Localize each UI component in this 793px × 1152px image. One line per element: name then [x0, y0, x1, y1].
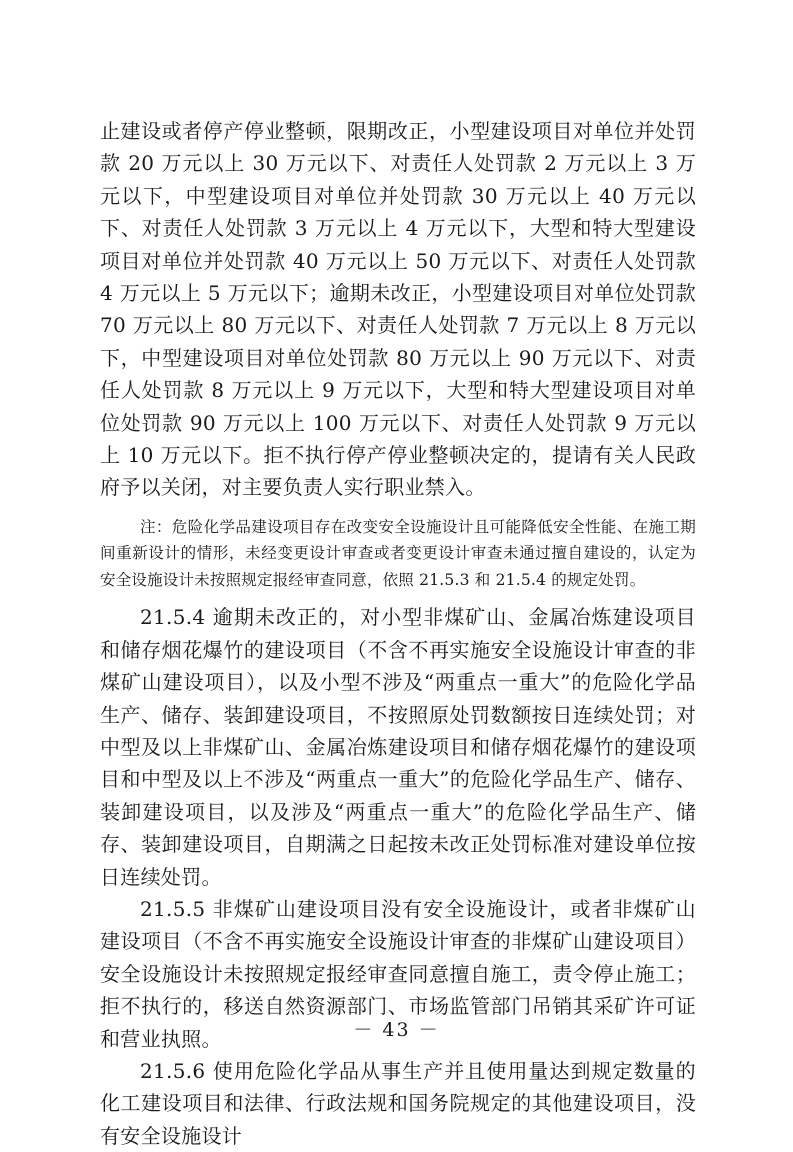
note-paragraph: 注：危险化学品建设项目存在改变安全设施设计且可能降低安全性能、在施工期间重新设计的情形，未经变更设计审查或者变更设计审查未通过擅自建设的，认定为安全设施设计未按照规定报经审查同意，依照 21.5.3 和 21.5.4 的规定处罚。	[100, 517, 696, 589]
section-21-5-4: 21.5.4 逾期未改正的，对小型非煤矿山、金属冶炼建设项目和储存烟花爆竹的建设项目（不含不再实施安全设施设计审查的非煤矿山建设项目），以及小型不涉及“两重点一重大”的危险化学品生产、储存、装卸建设项目，不按照原处罚数额按日连续处罚；对中型及以上非煤矿山、金属冶炼建设项目和储存烟花爆竹的建设项目和中型及以上不涉及“两重点一重大”的危险化学品生产、储存、装卸建设项目，以及涉及“两重点一重大”的危险化学品生产、储存、装卸建设项目，自期满之日起按未改正处罚标准对建设单位按日连续处罚。	[100, 605, 696, 889]
page-number: － 43 －	[353, 1019, 440, 1041]
section-21-5-5: 21.5.5 非煤矿山建设项目没有安全设施设计，或者非煤矿山建设项目（不含不再实施安全设施设计审查的非煤矿山建设项目）安全设施设计未按照规定报经审查同意擅自施工，责令停止施工；拒不执行的，移送自然资源部门、市场监管部门吊销其采矿许可证和营业执照。	[100, 897, 696, 1051]
document-body	[100, 115, 696, 1152]
section-21-5-6: 21.5.6 使用危险化学品从事生产并且使用量达到规定数量的化工建设项目和法律、行政法规和国务院规定的其他建设项目，没有安全设施设计	[100, 1059, 696, 1148]
continuation-paragraph: 止建设或者停产停业整顿，限期改正，小型建设项目对单位并处罚款 20 万元以上 30 万元以下、对责任人处罚款 2 万元以上 3 万元以下，中型建设项目对单位并处罚款 30 万元以上 40 万元以下、对责任人处罚款 3 万元以上 4 万元以下，大型和特大型建设项目对单位并处罚款 40 万元以上 50 万元以下、对责任人处罚款 4 万元以上 5 万元以下；逾期未改正，小型建设项目对单位处罚款 70 万元以上 80 万元以下、对责任人处罚款 7 万元以上 8 万元以下，中型建设项目对单位处罚款 80 万元以上 90 万元以下、对责任人处罚款 8 万元以上 9 万元以下，大型和特大型建设项目对单位处罚款 90 万元以上 100 万元以下、对责任人处罚款 9 万元以上 10 万元以下。拒不执行停产停业整顿决定的，提请有关人民政府予以关闭，对主要负责人实行职业禁入。	[100, 119, 696, 500]
